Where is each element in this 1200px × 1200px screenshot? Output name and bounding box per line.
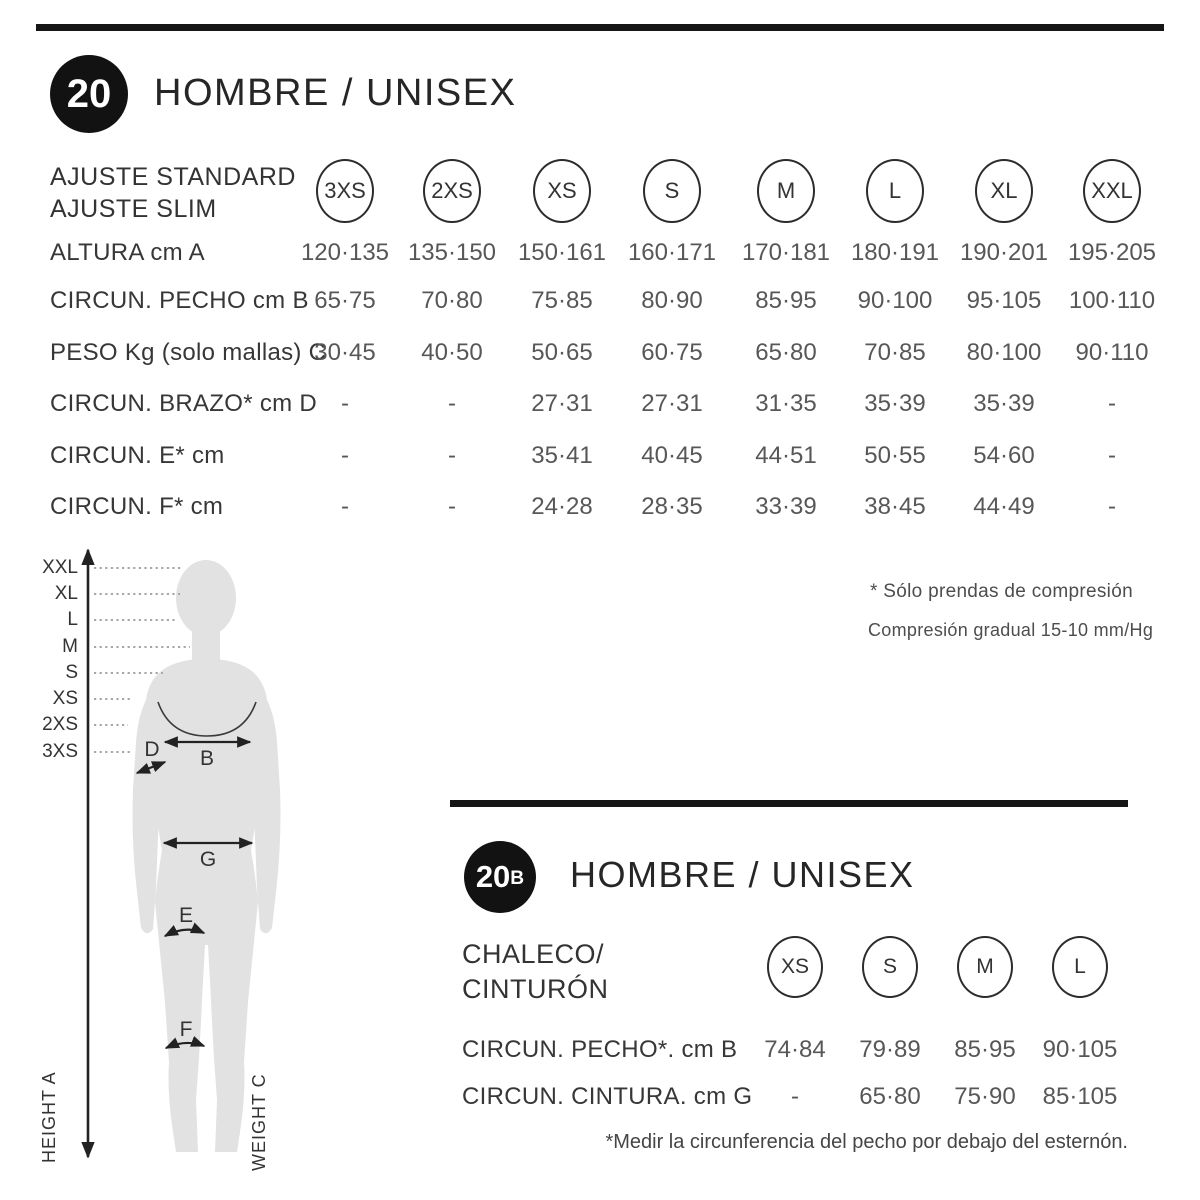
height-axis-caption: HEIGHT A <box>39 1071 59 1163</box>
table-cell: 90·100 <box>857 287 933 314</box>
vest-size-circle-s: S <box>862 936 918 998</box>
table-cell: 170·181 <box>741 239 831 266</box>
table-cell: 60·75 <box>641 339 703 366</box>
table-cell: 135·150 <box>407 239 497 266</box>
table-cell: 54·60 <box>973 442 1035 469</box>
table-cell: - <box>1108 442 1116 469</box>
fit-standard-label: AJUSTE STANDARD <box>50 163 296 191</box>
table-cell: 70·85 <box>864 339 926 366</box>
table-cell: 40·50 <box>421 339 483 366</box>
size-circle-3xs: 3XS <box>316 159 374 223</box>
page-title: HOMBRE / UNISEX <box>154 72 517 114</box>
scale-label-l: L <box>67 609 78 630</box>
size-circle-l: L <box>866 159 924 223</box>
section-20b-badge-number: 20 <box>475 859 511 894</box>
category-cinturon-label: CINTURÓN <box>462 974 609 1004</box>
table-cell: 180·191 <box>850 239 940 266</box>
table-cell: 30·45 <box>314 339 376 366</box>
section-20b-title: HOMBRE / UNISEX <box>570 854 915 895</box>
thigh-e-label: E <box>178 904 194 927</box>
table-cell: 28·35 <box>641 493 703 520</box>
category-chaleco-label: CHALECO/ <box>462 939 605 969</box>
row-label: CIRCUN. F* cm <box>50 493 224 520</box>
vest-size-circle-m: M <box>957 936 1013 998</box>
compression-note: * Sólo prendas de compresión <box>870 581 1133 602</box>
vest-table-cell: 74·84 <box>764 1036 826 1063</box>
table-cell: 100·110 <box>1068 287 1156 314</box>
table-cell: 38·45 <box>864 493 926 520</box>
size-circle-s: S <box>643 159 701 223</box>
table-cell: 50·65 <box>531 339 593 366</box>
table-cell: 35·39 <box>864 390 926 417</box>
row-label: CIRCUN. BRAZO* cm D <box>50 390 318 417</box>
vest-row-label: CIRCUN. CINTURA. cm G <box>462 1083 753 1110</box>
table-cell: 75·85 <box>531 287 593 314</box>
table-cell: 33·39 <box>755 493 817 520</box>
row-label: CIRCUN. E* cm <box>50 442 225 469</box>
vest-table-cell: 85·95 <box>954 1036 1016 1063</box>
size-circle-xxl: XXL <box>1083 159 1141 223</box>
arm-d-label: D <box>144 738 160 761</box>
chest-b-label: B <box>199 747 215 770</box>
vest-table-cell: - <box>791 1083 799 1110</box>
size-circle-m: M <box>757 159 815 223</box>
table-cell: 35·41 <box>531 442 593 469</box>
vest-table-cell: 75·90 <box>954 1083 1016 1110</box>
fit-slim-label: AJUSTE SLIM <box>50 195 217 223</box>
table-cell: 70·80 <box>421 287 483 314</box>
vest-size-circle-xs: XS <box>767 936 823 998</box>
table-cell: - <box>341 390 349 417</box>
scale-label-xl: XL <box>54 583 78 604</box>
table-cell: - <box>341 493 349 520</box>
table-cell: 85·95 <box>755 287 817 314</box>
size-circle-xl: XL <box>975 159 1033 223</box>
table-cell: 190·201 <box>959 239 1049 266</box>
table-cell: 65·80 <box>755 339 817 366</box>
sternum-footnote: *Medir la circunferencia del pecho por debajo del esternón. <box>605 1131 1128 1153</box>
waist-g-label: G <box>199 848 217 871</box>
table-cell: 120·135 <box>300 239 390 266</box>
vest-table-cell: 90·105 <box>1042 1036 1118 1063</box>
scale-label-s: S <box>65 662 78 683</box>
table-cell: 195·205 <box>1067 239 1157 266</box>
table-cell: 150·161 <box>517 239 607 266</box>
table-cell: 160·171 <box>627 239 717 266</box>
table-cell: 24·28 <box>531 493 593 520</box>
table-cell: - <box>448 390 456 417</box>
scale-label-3xs: 3XS <box>42 741 78 762</box>
scale-label-m: M <box>62 636 78 657</box>
table-cell: 27·31 <box>641 390 703 417</box>
row-label: PESO Kg (solo mallas) C <box>50 339 327 366</box>
table-cell: 50·55 <box>864 442 926 469</box>
row-label: CIRCUN. PECHO cm B <box>50 287 309 314</box>
table-cell: 35·39 <box>973 390 1035 417</box>
vest-size-circle-l: L <box>1052 936 1108 998</box>
size-circle-2xs: 2XS <box>423 159 481 223</box>
vest-table-cell: 79·89 <box>859 1036 921 1063</box>
table-cell: - <box>448 493 456 520</box>
row-label: ALTURA cm A <box>50 239 205 266</box>
gradual-compression-note: Compresión gradual 15-10 mm/Hg <box>868 620 1154 640</box>
size-circle-xs: XS <box>533 159 591 223</box>
table-cell: 95·105 <box>966 287 1042 314</box>
section-20-badge-number: 20 <box>66 71 112 116</box>
table-cell: - <box>341 442 349 469</box>
table-cell: 90·110 <box>1075 339 1149 366</box>
table-cell: - <box>1108 493 1116 520</box>
scale-label-xs: XS <box>52 688 78 709</box>
vest-row-label: CIRCUN. PECHO*. cm B <box>462 1036 738 1063</box>
vest-table-cell: 85·105 <box>1042 1083 1118 1110</box>
vest-table-cell: 65·80 <box>859 1083 921 1110</box>
table-cell: 80·100 <box>966 339 1042 366</box>
table-cell: 31·35 <box>755 390 817 417</box>
table-cell: 44·51 <box>755 442 817 469</box>
scale-label-xxl: XXL <box>42 557 78 578</box>
weight-axis-caption: WEIGHT C <box>249 1073 269 1171</box>
table-cell: - <box>1108 390 1116 417</box>
table-cell: - <box>448 442 456 469</box>
table-cell: 27·31 <box>531 390 593 417</box>
section-20b-badge-suffix: B <box>510 868 525 889</box>
table-cell: 40·45 <box>641 442 703 469</box>
table-cell: 65·75 <box>314 287 376 314</box>
table-cell: 44·49 <box>973 493 1035 520</box>
calf-f-label: F <box>179 1018 193 1041</box>
scale-label-2xs: 2XS <box>42 714 78 735</box>
table-cell: 80·90 <box>641 287 703 314</box>
